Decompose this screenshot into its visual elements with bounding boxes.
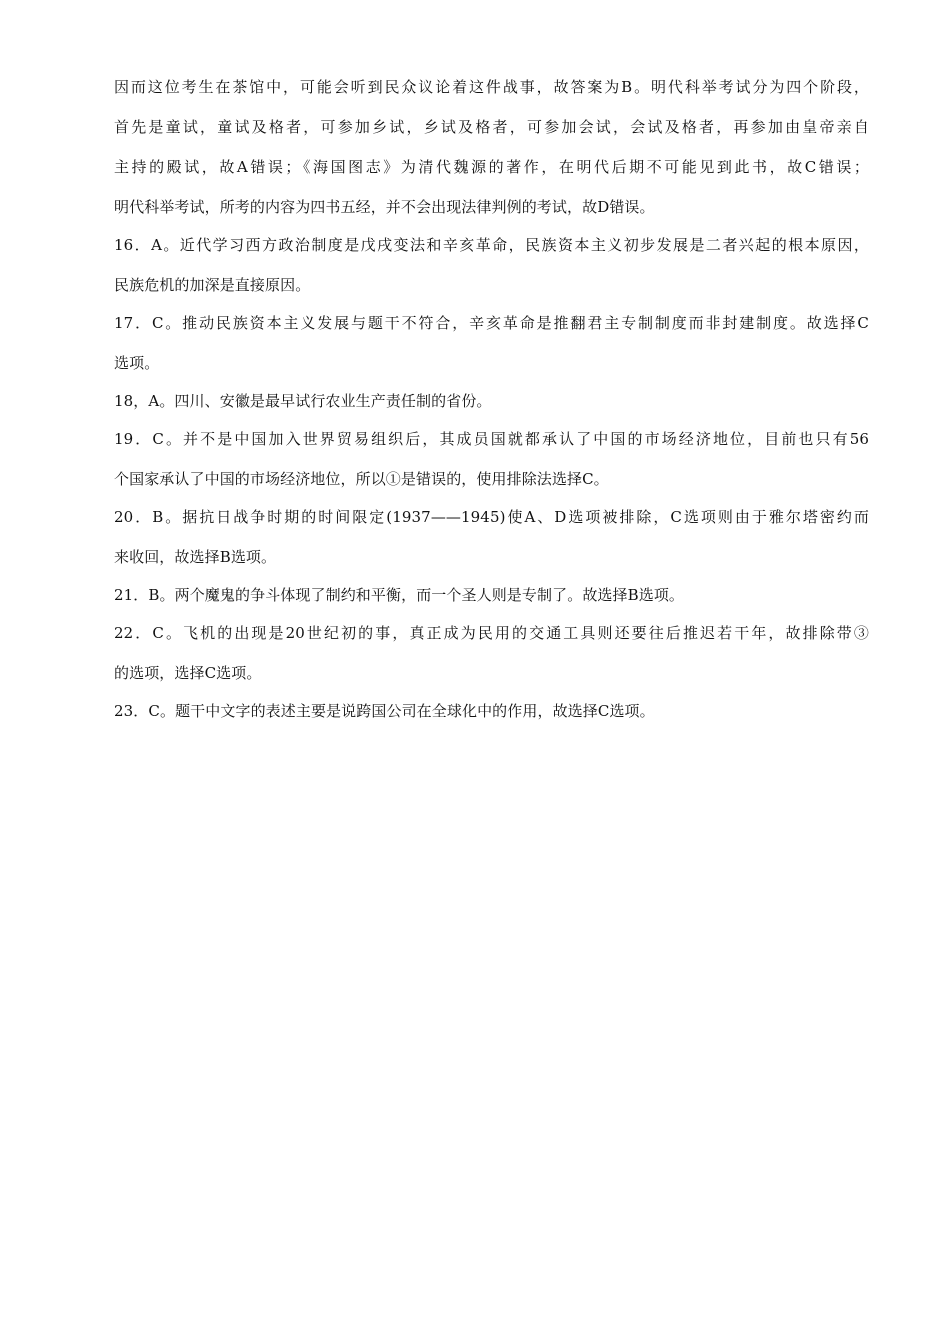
text-line — [114, 157, 876, 177]
text-line-content: 17．C。推动民族资本主义发展与题干不符合，辛亥革命是推翻君主专制制度而非封建制度。故选择C — [114, 314, 869, 332]
answer-item-20 — [114, 507, 876, 527]
text-line — [114, 117, 876, 137]
text-line — [114, 77, 876, 97]
text-line — [114, 547, 876, 567]
text-line-content: 主持的殿试，故A错误；《海国图志》为清代魏源的著作，在明代后期不可能见到此书，故C错误； — [114, 158, 869, 176]
text-line — [114, 469, 876, 489]
text-line-content: 首先是童试，童试及格者，可参加乡试，乡试及格者，可参加会试，会试及格者，再参加由皇帝亲自 — [114, 118, 869, 136]
text-line-content: 个国家承认了中国的市场经济地位，所以①是错误的，使用排除法选择C。 — [114, 470, 609, 488]
text-line-content: 的选项，选择C选项。 — [114, 664, 262, 682]
text-line — [114, 197, 876, 217]
text-line-content: 22．C。飞机的出现是20世纪初的事，真正成为民用的交通工具则还要往后推迟若干年，故排除带③ — [114, 624, 869, 642]
answer-explanations — [114, 70, 876, 721]
text-line-content: 明代科举考试，所考的内容为四书五经，并不会出现法律判例的考试，故D错误。 — [114, 198, 655, 216]
answer-item-21 — [114, 585, 876, 605]
text-line — [114, 663, 876, 683]
answer-item-18 — [114, 391, 876, 411]
text-line-content: 选项。 — [114, 354, 160, 372]
text-line-content: 19．C。并不是中国加入世界贸易组织后，其成员国就都承认了中国的市场经济地位，目前也只有56 — [114, 430, 869, 448]
text-line — [114, 353, 876, 373]
text-line — [114, 275, 876, 295]
text-line-content: 来收回，故选择B选项。 — [114, 548, 277, 566]
text-line-content: 23．C。题干中文字的表述主要是说跨国公司在全球化中的作用，故选择C选项。 — [114, 702, 655, 720]
answer-item-17 — [114, 313, 876, 333]
answer-item-23 — [114, 701, 876, 721]
answer-item-16 — [114, 235, 876, 255]
text-line-content: 21．B。两个魔鬼的争斗体现了制约和平衡，而一个圣人则是专制了。故选择B选项。 — [114, 586, 685, 604]
text-line-content: 民族危机的加深是直接原因。 — [114, 276, 311, 294]
text-line-content: 因而这位考生在茶馆中，可能会听到民众议论着这件战事，故答案为B。明代科举考试分为四个阶段， — [114, 78, 869, 96]
text-line-content: 18，A。四川、安徽是最早试行农业生产责任制的省份。 — [114, 392, 492, 410]
answer-item-19 — [114, 429, 876, 449]
text-line-content: 16．A。近代学习西方政治制度是戊戌变法和辛亥革命，民族资本主义初步发展是二者兴起的根本原因， — [114, 236, 869, 254]
text-line-content: 20．B。据抗日战争时期的时间限定(1937——1945)使A、D选项被排除，C选项则由于雅尔塔密约而 — [114, 508, 869, 526]
answer-item-22 — [114, 623, 876, 643]
